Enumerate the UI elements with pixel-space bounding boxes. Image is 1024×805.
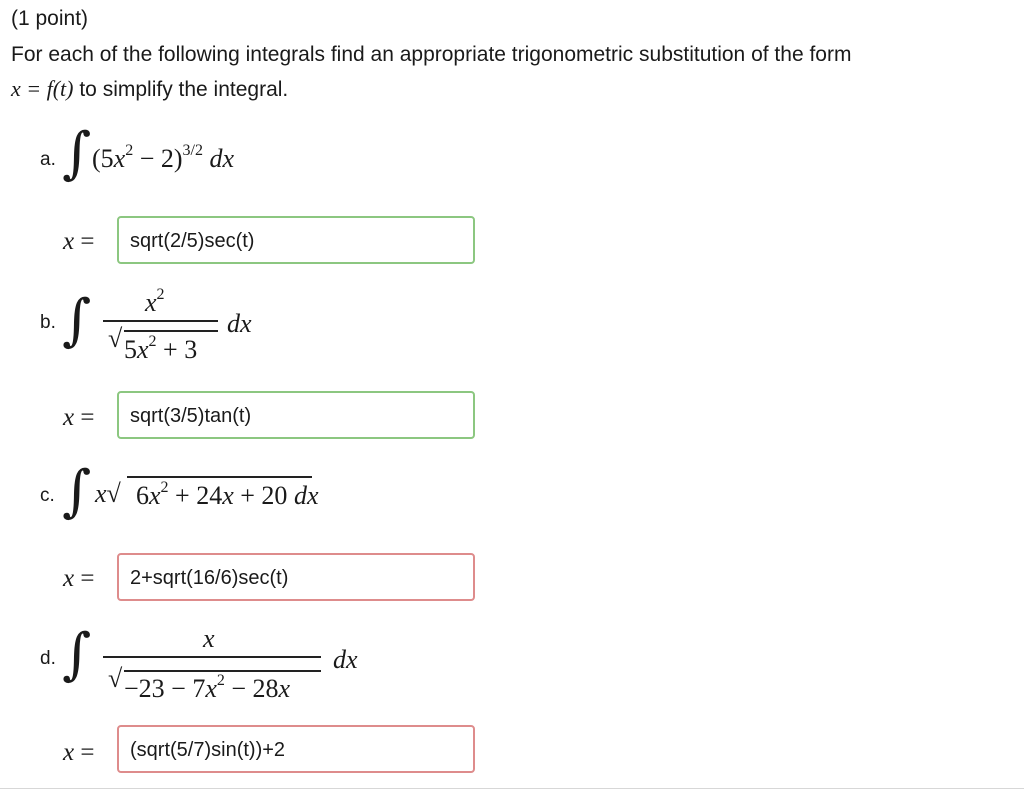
problem-letter-c: c. [40,485,55,506]
integrand-b-dx: dx [227,309,252,338]
fraction-bar [103,656,321,658]
answer-label-d: x = [63,739,95,766]
problem-letter-a: a. [40,149,56,170]
integral-sign: ∫ [62,288,92,353]
problem-letter-b: b. [40,312,56,333]
integrand-c-radicand: $6x^2 + 24x + 20$ dx [136,479,319,510]
substitution-form: x = f(t) [11,76,74,101]
integrand-d-denominator: √ [108,664,123,693]
integrand-b-numerator: $x^2$ [145,286,165,317]
radical-bar [124,330,218,332]
integral-sign: ∫ [62,622,92,687]
instruction-rest: to simplify the integral. [79,78,289,101]
instruction-text: For each of the following integrals find an appropriate trigonometric substitution of the form [11,43,852,66]
problem-letter-d: d. [40,648,56,669]
answer-input-d[interactable]: (sqrt(5/7)sin(t))+2 [117,725,475,773]
integrand-b-radicand: $5x^2 + 3$ [124,333,198,364]
integrand-d-numerator: x [203,624,215,653]
integrand-d-radicand: $-23 - 7x^2 - 28x$ [124,672,291,703]
points-label: (1 point) [11,7,89,30]
answer-label-a: x = [63,228,95,255]
fraction-bar [103,320,218,322]
bottom-divider [0,788,1024,789]
integrand-d-dx: dx [333,645,358,674]
answer-input-b[interactable]: sqrt(3/5)tan(t) [117,391,475,439]
answer-label-c: x = [63,565,95,592]
instruction-text-line2 [11,76,288,102]
answer-input-c[interactable]: 2+sqrt(16/6)sec(t) [117,553,475,601]
integrand-b-denominator: √ [108,324,123,353]
integrand-a: $(5x^2 - 2)^{3/2}$ dx [92,142,235,173]
answer-input-a[interactable]: sqrt(2/5)sec(t) [117,216,475,264]
integral-sign: ∫ [62,121,92,186]
answer-label-b: x = [63,404,95,431]
radical-bar [127,476,312,478]
integral-sign: ∫ [62,459,92,524]
integrand-c: x√ [95,479,121,508]
